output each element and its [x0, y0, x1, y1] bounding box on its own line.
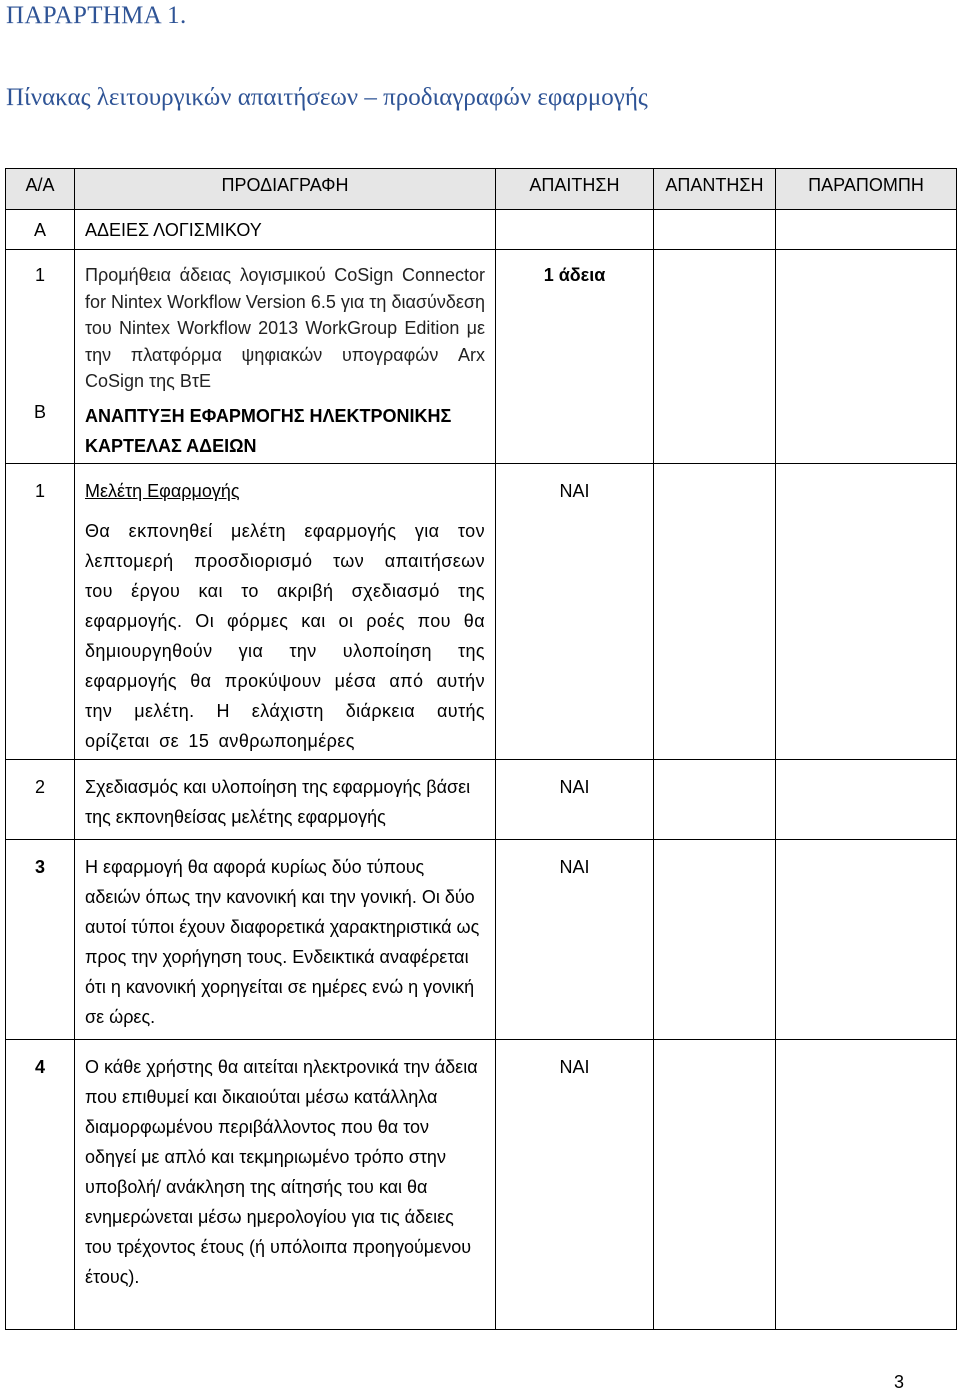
section-a-requirement — [496, 210, 654, 250]
row-spec-cell — [75, 250, 496, 464]
row-answer — [654, 250, 776, 464]
section-a-code: Α — [6, 210, 75, 250]
row-requirement: ΝΑΙ — [496, 760, 654, 840]
table-row — [6, 840, 957, 1040]
table-row — [6, 1040, 957, 1330]
row-title: Μελέτη Εφαρμογής — [85, 481, 240, 501]
header-spec: ΠΡΟΔΙΑΓΡΑΦΗ — [75, 169, 496, 210]
row-reference — [776, 464, 957, 760]
row-requirement: 1 άδεια — [496, 250, 654, 464]
table-row — [6, 760, 957, 840]
row-text: Θα εκπονηθεί μελέτη εφαρμογής για τον λεπτομερή προσδιορισμό των απαιτήσεων του έργου και το ακριβή σχεδιασμό της εφαρμογής. Οι φόρμες και οι ροές που θα δημιουργηθούν για την υλοποίηση της εφαρμογής θα προκύψουν μέσα από αυτήν την μελέτη. Η ελάχιστη διάρκεια αυτής ορίζεται σε 15 ανθρωποημέρες — [85, 521, 485, 751]
section-b-title: ΑΝΑΠΤΥΞΗ ΕΦΑΡΜΟΓΗΣ ΗΛΕΚΤΡΟΝΙΚΗΣ ΚΑΡΤΕΛΑΣ ΑΔΕΙΩΝ — [85, 405, 452, 456]
row-answer — [654, 1040, 776, 1330]
table-row — [6, 464, 957, 760]
section-b-code: Β — [33, 401, 46, 422]
row-reference — [776, 250, 957, 464]
header-answer: ΑΠΑΝΤΗΣΗ — [654, 169, 776, 210]
section-a-title: ΑΔΕΙΕΣ ΛΟΓΙΣΜΙΚΟΥ — [75, 210, 496, 250]
header-reference: ΠΑΡΑΠΟΜΠΗ — [776, 169, 957, 210]
annex-title: ΠΑΡΑΡΤΗΜΑ 1. — [6, 2, 187, 29]
row-requirement: ΝΑΙ — [496, 1040, 654, 1330]
row-answer — [654, 840, 776, 1040]
row-text: Σχεδιασμός και υλοποίηση της εφαρμογής βάσει της εκπονηθείσας μελέτης εφαρμογής — [75, 760, 496, 840]
row-num: 4 — [6, 1040, 75, 1330]
requirements-table — [5, 168, 957, 1330]
row-requirement: ΝΑΙ — [496, 840, 654, 1040]
row-num: 3 — [6, 840, 75, 1040]
row-answer — [654, 760, 776, 840]
row-reference — [776, 1040, 957, 1330]
row-reference — [776, 760, 957, 840]
section-a-row — [6, 210, 957, 250]
row-requirement: ΝΑΙ — [496, 464, 654, 760]
section-a-answer — [654, 210, 776, 250]
section-a-reference — [776, 210, 957, 250]
document-subtitle: Πίνακας λειτουργικών απαιτήσεων – προδιαγραφών εφαρμογής — [6, 84, 648, 111]
row-spec-cell — [75, 464, 496, 760]
row-num: 1 — [34, 265, 45, 285]
row-text: Ο κάθε χρήστης θα αιτείται ηλεκτρονικά την άδεια που επιθυμεί και δικαιούται μέσω κατάλληλα διαμορφωμένου περιβάλλοντος που θα τον οδηγεί με απλό και τεκμηριωμένο τρόπο στην υποβολή/ ανάκληση της αίτησής του και θα ενημερώνεται μέσω ημερολογίου για τις άδειες του τρέχοντος έτους (ή υπόλοιπα προηγούμενου έτους). — [75, 1040, 496, 1330]
row-num: 1 — [6, 464, 75, 760]
row-answer — [654, 464, 776, 760]
row-text: Προμήθεια άδειας λογισμικού CoSign Connector for Nintex Workflow Version 6.5 για τη διασύνδεση του Nintex Workflow 2013 WorkGroup Edition με την πλατφόρμα ψηφιακών υπογραφών Arx CoSign της ΒτΕ — [85, 265, 485, 391]
header-aa: Α/Α — [6, 169, 75, 210]
table-row — [6, 250, 957, 464]
table-header-row — [6, 169, 957, 210]
row-num-cell — [6, 250, 75, 464]
row-reference — [776, 840, 957, 1040]
row-text: Η εφαρμογή θα αφορά κυρίως δύο τύπους αδειών όπως την κανονική και την γονική. Οι δύο αυτοί τύποι έχουν διαφορετικά χαρακτηριστικά ως προς την χορήγηση τους. Ενδεικτικά αναφέρεται ότι η κανονική χορηγείται σε ημέρες ενώ η γονική σε ώρες. — [75, 840, 496, 1040]
row-num: 2 — [6, 760, 75, 840]
page-number: 3 — [893, 1372, 904, 1392]
header-requirement: ΑΠΑΙΤΗΣΗ — [496, 169, 654, 210]
